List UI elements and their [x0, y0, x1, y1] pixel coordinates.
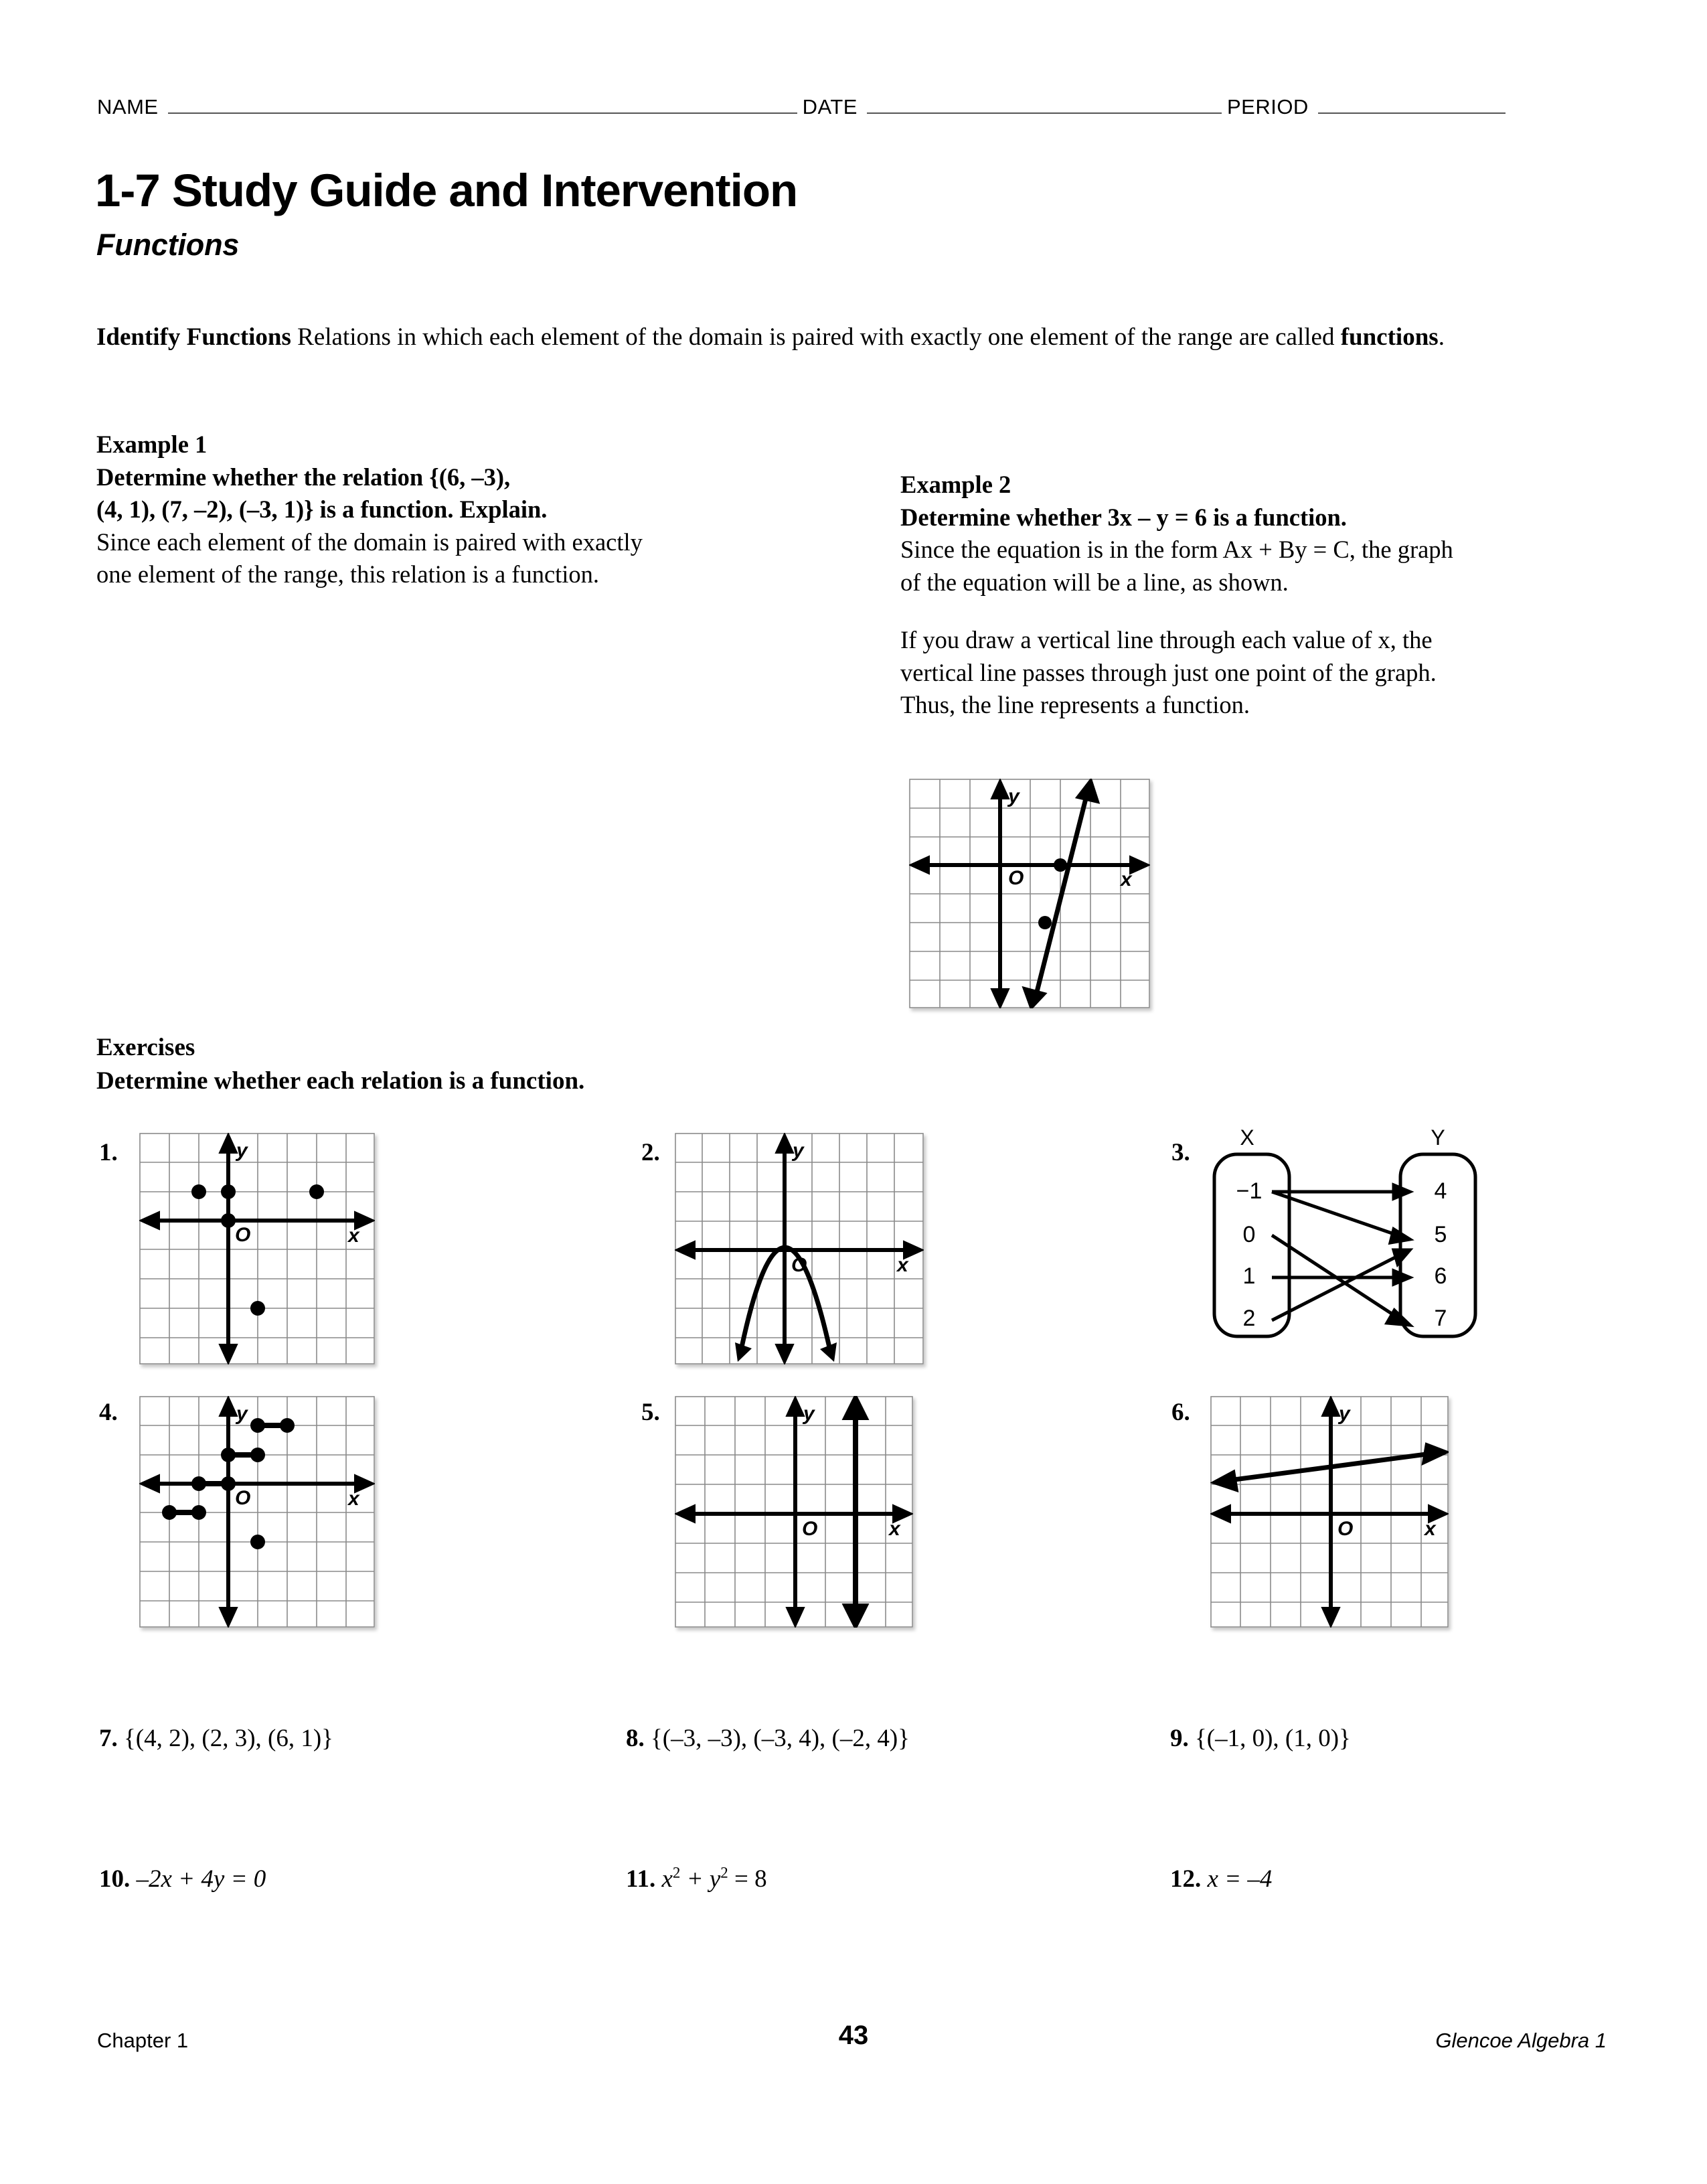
concept-term-2: functions [1340, 323, 1439, 351]
exercise-1-graph [139, 1133, 375, 1364]
problem-11 [626, 1865, 767, 1893]
concept-text-1: Relations in which each element of the domain is paired with exactly one element of the range are called [291, 323, 1341, 351]
x-axis-label: x [897, 1254, 908, 1276]
problem-number-4: 4. [99, 1399, 118, 1426]
student-info-line [97, 95, 1617, 119]
x-axis-label: x [1425, 1518, 1436, 1540]
y-axis-label: y [1008, 785, 1020, 807]
y-axis-label: y [236, 1403, 248, 1425]
example-2-prompt: Determine whether 3x – y = 6 is a function. [900, 503, 1347, 531]
problem-8-expression: {(–3, –3), (–3, 4), (–2, 4)} [651, 1725, 910, 1752]
concept-term: Identify Functions [96, 323, 291, 351]
problem-number-6: 6. [1171, 1399, 1190, 1426]
date-blank[interactable] [867, 112, 1222, 114]
point-0-0 [221, 1213, 236, 1228]
problem-7-expression: {(4, 2), (2, 3), (6, 1)} [124, 1725, 333, 1752]
origin-label: O [791, 1254, 807, 1276]
footer-page-number: 43 [838, 2021, 869, 2050]
mapping-domain-item-2: 1 [1242, 1263, 1256, 1289]
example-2-body-line-1: Since the equation is in the form Ax + By = C, the graph [900, 536, 1453, 564]
origin-label: O [235, 1487, 251, 1509]
example-2-note-line-2: vertical line passes through just one point of the graph. [900, 658, 1437, 686]
point-2-1 [309, 1184, 324, 1199]
exercise-6-graph [1210, 1396, 1449, 1628]
problem-number-2: 2. [641, 1139, 660, 1166]
period-label: PERIOD [1226, 95, 1309, 119]
concept-paragraph [96, 321, 1589, 354]
example-2-point-1-neg3 [1038, 916, 1052, 929]
problem-number-5: 5. [641, 1399, 660, 1426]
problem-9-expression: {(–1, 0), (1, 0)} [1195, 1725, 1351, 1752]
exercise-3-mapping-diagram [1205, 1125, 1493, 1359]
problem-10 [99, 1865, 266, 1893]
problem-10-expression: –2x + 4y = 0 [136, 1865, 266, 1893]
problem-7 [99, 1724, 333, 1753]
y-axis-label: y [236, 1140, 248, 1162]
problem-number-12: 12. [1170, 1865, 1202, 1893]
x-axis-label: x [348, 1488, 359, 1510]
name-blank[interactable] [168, 112, 797, 114]
x-axis-label: x [348, 1225, 359, 1247]
origin-label: O [802, 1518, 818, 1540]
mapping-x-label: X [1240, 1125, 1254, 1150]
y-axis-label: y [803, 1403, 815, 1425]
mapping-range-item-1: 5 [1434, 1222, 1447, 1247]
example-2-point-2-0 [1054, 858, 1067, 872]
exercises-title: Exercises [96, 1034, 195, 1061]
example-2-body-line-2: of the equation will be a line, as shown. [900, 568, 1289, 596]
problem-number-9: 9. [1170, 1725, 1189, 1752]
origin-label: O [1337, 1518, 1354, 1540]
footer-chapter: Chapter 1 [97, 2029, 189, 2052]
mapping-range-item-3: 7 [1434, 1306, 1447, 1331]
date-label: DATE [802, 95, 858, 119]
problem-8 [626, 1724, 910, 1753]
origin-label: O [235, 1224, 251, 1246]
problem-11-base-x: x [661, 1865, 673, 1893]
exercises-instruction: Determine whether each relation is a function. [96, 1067, 585, 1095]
example-2-block [900, 469, 1610, 722]
mapping-domain-item-1: 0 [1242, 1222, 1256, 1247]
problem-number-1: 1. [99, 1139, 118, 1166]
example-1-prompt-line-2: (4, 1), (7, –2), (–3, 1)} is a function. Explain. [96, 495, 548, 524]
problem-9 [1170, 1724, 1351, 1753]
problem-number-10: 10. [99, 1865, 131, 1893]
mapping-domain-item-3: 2 [1242, 1306, 1256, 1331]
period-blank[interactable] [1318, 112, 1506, 114]
origin-label: O [1008, 867, 1024, 889]
x-axis-label: x [1121, 868, 1132, 890]
y-axis-label: y [1339, 1403, 1350, 1425]
point-neg1-2 [221, 1184, 236, 1199]
mapping-y-label: Y [1431, 1125, 1445, 1150]
y-axis-label: y [793, 1140, 804, 1162]
problem-11-plus-y: + y [680, 1865, 721, 1893]
example-1-body-line-2: one element of the range, this relation is a function. [96, 560, 600, 589]
exercise-4-graph [139, 1396, 375, 1628]
exercise-2-graph [675, 1133, 924, 1364]
example-2-heading: Example 2 [900, 471, 1011, 498]
example-1-body-line-1: Since each element of the domain is paired with exactly [96, 528, 643, 556]
mapping-domain-item-0: −1 [1236, 1178, 1263, 1204]
point-1-neg2 [250, 1535, 265, 1549]
problem-11-exponent-1: 2 [672, 1864, 681, 1881]
example-2-graph [909, 779, 1150, 1008]
x-axis-label: x [889, 1518, 900, 1540]
example-2-note-line-1: If you draw a vertical line through each value of x, the [900, 626, 1433, 654]
point-neg2-2 [191, 1184, 206, 1199]
problem-12-expression: x = –4 [1207, 1865, 1273, 1893]
name-label: NAME [97, 95, 159, 119]
problem-11-exponent-2: 2 [720, 1864, 728, 1881]
mapping-range-item-2: 6 [1434, 1263, 1447, 1289]
example-1-heading: Example 1 [96, 431, 208, 458]
footer-book-title: Glencoe Algebra 1 [1435, 2029, 1607, 2052]
mapping-range-item-0: 4 [1434, 1178, 1447, 1204]
problem-number-11: 11. [626, 1865, 656, 1893]
example-1-block [96, 428, 833, 591]
problem-number-7: 7. [99, 1725, 118, 1752]
problem-12 [1170, 1865, 1272, 1893]
problem-number-8: 8. [626, 1725, 645, 1752]
concept-text-2: . [1438, 323, 1445, 351]
example-2-note-line-3: Thus, the line represents a function. [900, 691, 1250, 719]
example-1-prompt-line-1: Determine whether the relation {(6, –3), [96, 463, 511, 491]
problem-11-equals: = 8 [728, 1865, 767, 1893]
page-subtitle: Functions [96, 228, 240, 262]
problem-number-3: 3. [1171, 1139, 1190, 1166]
exercise-5-graph [675, 1396, 913, 1628]
point-1-neg2 [250, 1301, 265, 1316]
page-title: 1-7 Study Guide and Intervention [95, 165, 798, 216]
exercises-section-heading [96, 1031, 584, 1098]
